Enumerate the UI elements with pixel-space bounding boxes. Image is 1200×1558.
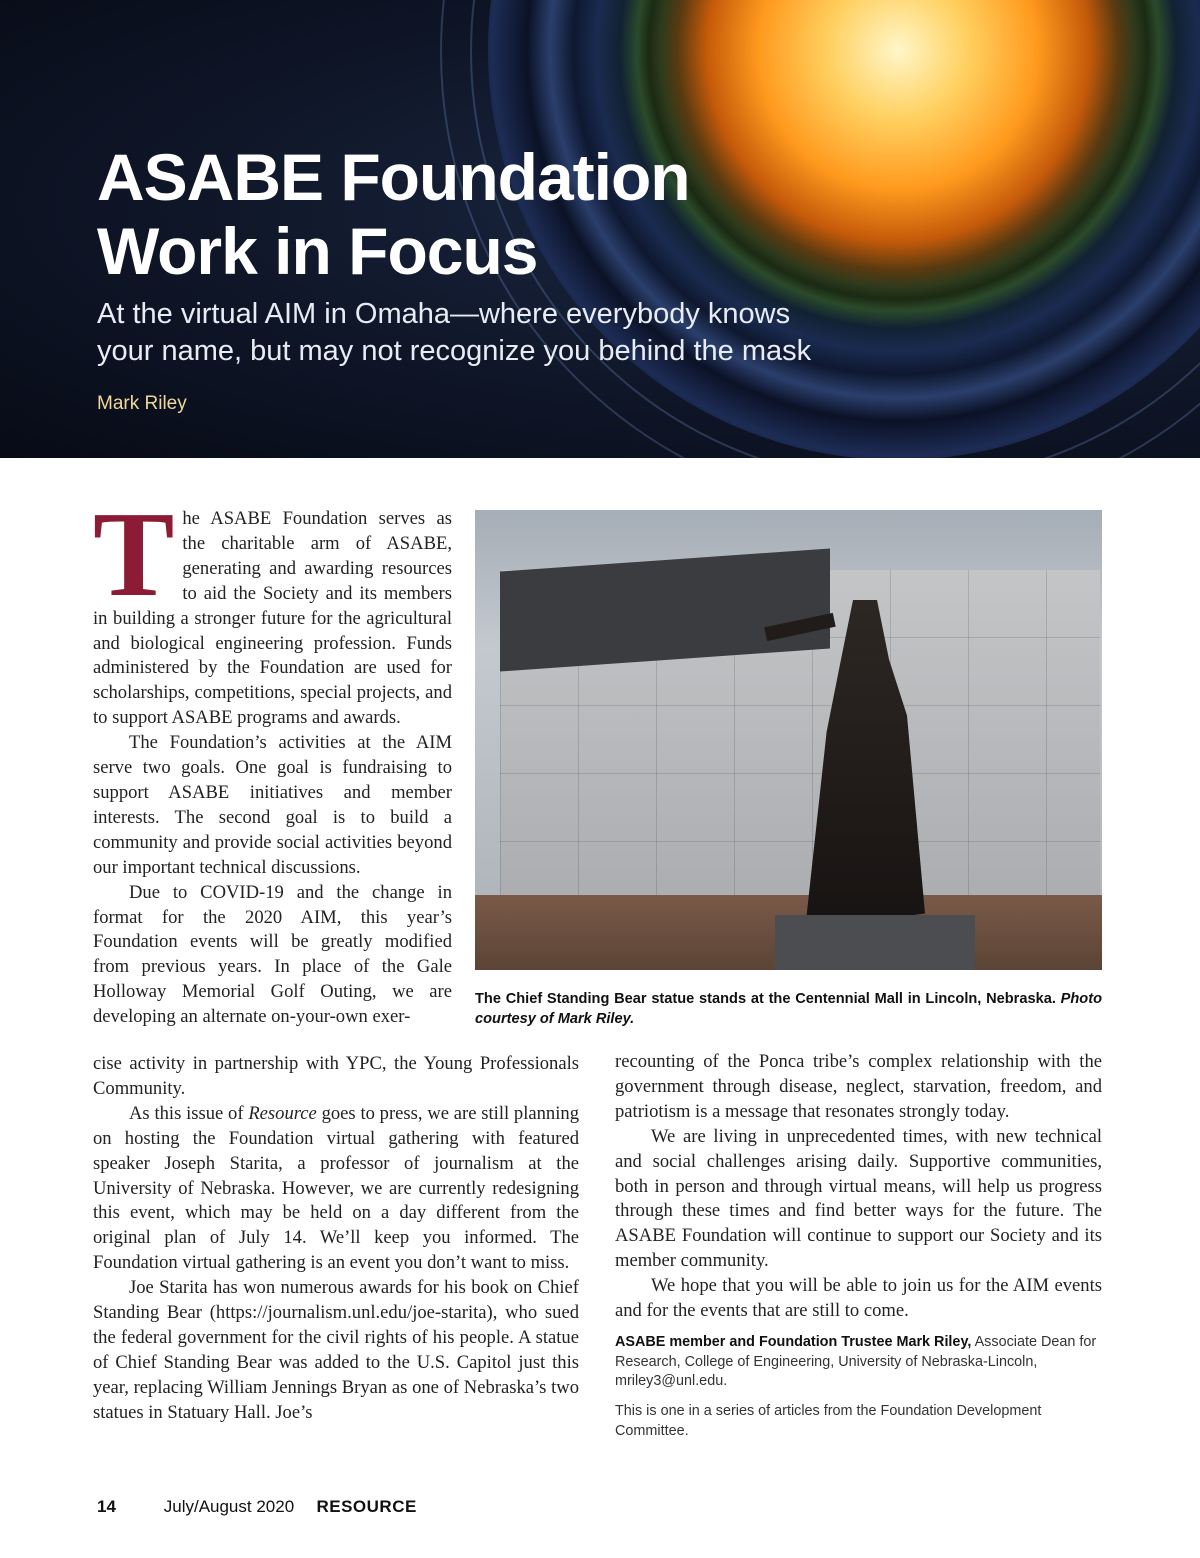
drop-cap: T bbox=[93, 487, 175, 622]
magazine-name-italic: Resource bbox=[248, 1102, 317, 1124]
gathering-text-start: As this issue of bbox=[129, 1102, 249, 1124]
title-line-1: ASABE Foundation bbox=[97, 140, 690, 214]
author-bio bbox=[615, 1333, 1102, 1392]
paragraph-intro bbox=[93, 487, 452, 731]
subtitle-line-1: At the virtual AIM in Omaha—where everybody knows bbox=[97, 298, 791, 330]
photo-credit: Photo courtesy of Mark Riley. bbox=[475, 991, 1102, 1027]
bio-details: Associate Dean for Research, College of Engineering, University of Nebraska-Lincoln, mriley3@unl.edu. bbox=[615, 1334, 1097, 1389]
paragraph-starita-continued: recounting of the Ponca tribe’s complex relationship with the government through disease, neglect, starvation, freedom, and patriotism is a message that resonates strongly today. bbox=[615, 1051, 1102, 1122]
magazine-name: RESOURCE bbox=[316, 1497, 417, 1516]
bio-name: ASABE member and Foundation Trustee Mark Riley, bbox=[615, 1334, 972, 1350]
page-footer bbox=[97, 1497, 417, 1517]
issue-date: July/August 2020 bbox=[163, 1497, 295, 1516]
body-column-left-lower bbox=[93, 1052, 579, 1426]
statue-pedestal bbox=[775, 915, 975, 970]
paragraph-gathering bbox=[93, 1102, 579, 1276]
hero-banner bbox=[0, 0, 1200, 458]
article-subtitle bbox=[97, 296, 917, 370]
paragraph-intro-text: he ASABE Foundation serves as the charitable arm of ASABE, generating and awarding resources to aid the Society and its members in building a stronger future for the agricultural and biological engineering profession. Funds administered by the Foundation are used for scholarships, competitions, special projects, and to support ASABE programs and awards. bbox=[93, 508, 452, 729]
paragraph-covid: Due to COVID-19 and the change in format for the 2020 AIM, this year’s Foundation events will be greatly modified from previous years. In place of the Gale Holloway Memorial Golf Outing, we are developing an alternate on-your-own exer- bbox=[93, 881, 452, 1028]
subtitle-line-2: your name, but may not recognize you behind the mask bbox=[97, 335, 812, 367]
article-title bbox=[97, 140, 997, 288]
body-column-right bbox=[615, 1050, 1102, 1324]
paragraph-closing: We hope that you will be able to join us for the AIM events and for the events that are still to come. bbox=[615, 1275, 1102, 1322]
page-number: 14 bbox=[97, 1497, 116, 1516]
paragraph-unprecedented: We are living in unprecedented times, with new technical and social challenges arising daily. Supportive communities, both in person and through virtual means, will help us progress through these times and find better ways for the future. The ASABE Foundation will continue to support our Society and its member community. bbox=[615, 1125, 1102, 1272]
photo-caption bbox=[475, 990, 1102, 1029]
title-line-2: Work in Focus bbox=[97, 214, 538, 288]
paragraph-goals: The Foundation’s activities at the AIM serve two goals. One goal is fundraising to support ASABE initiatives and member interests. The second goal is to build a community and provide social activities beyond our important technical discussions. bbox=[93, 732, 452, 878]
gathering-text-end: goes to press, we are still planning on hosting the Foundation virtual gathering with featured speaker Joseph Starita, a professor of journalism at the University of Nebraska. However, we are currently redesigning this event, which may be held on a day different from the original plan of July 14. We’ll keep you informed. The Foundation virtual gathering is an event you don’t want to miss. bbox=[93, 1102, 579, 1274]
paragraph-covid-continued: cise activity in partnership with YPC, the Young Professionals Community. bbox=[93, 1053, 579, 1099]
statue-photo bbox=[475, 510, 1102, 970]
body-column-left-upper bbox=[93, 487, 452, 1030]
paragraph-starita: Joe Starita has won numerous awards for his book on Chief Standing Bear (https://journalism.unl.edu/joe-starita), who sued the federal government for the civil rights of his people. A statue of Chief Standing Bear was added to the U.S. Capitol just this year, replacing William Jennings Bryan as one of Nebraska’s two statues in Statuary Hall. Joe’s bbox=[93, 1277, 579, 1423]
series-note: This is one in a series of articles from the Foundation Development Committee. bbox=[615, 1403, 1042, 1439]
author-byline: Mark Riley bbox=[97, 393, 187, 414]
caption-text: The Chief Standing Bear statue stands at the Centennial Mall in Lincoln, Nebraska. bbox=[475, 991, 1056, 1007]
